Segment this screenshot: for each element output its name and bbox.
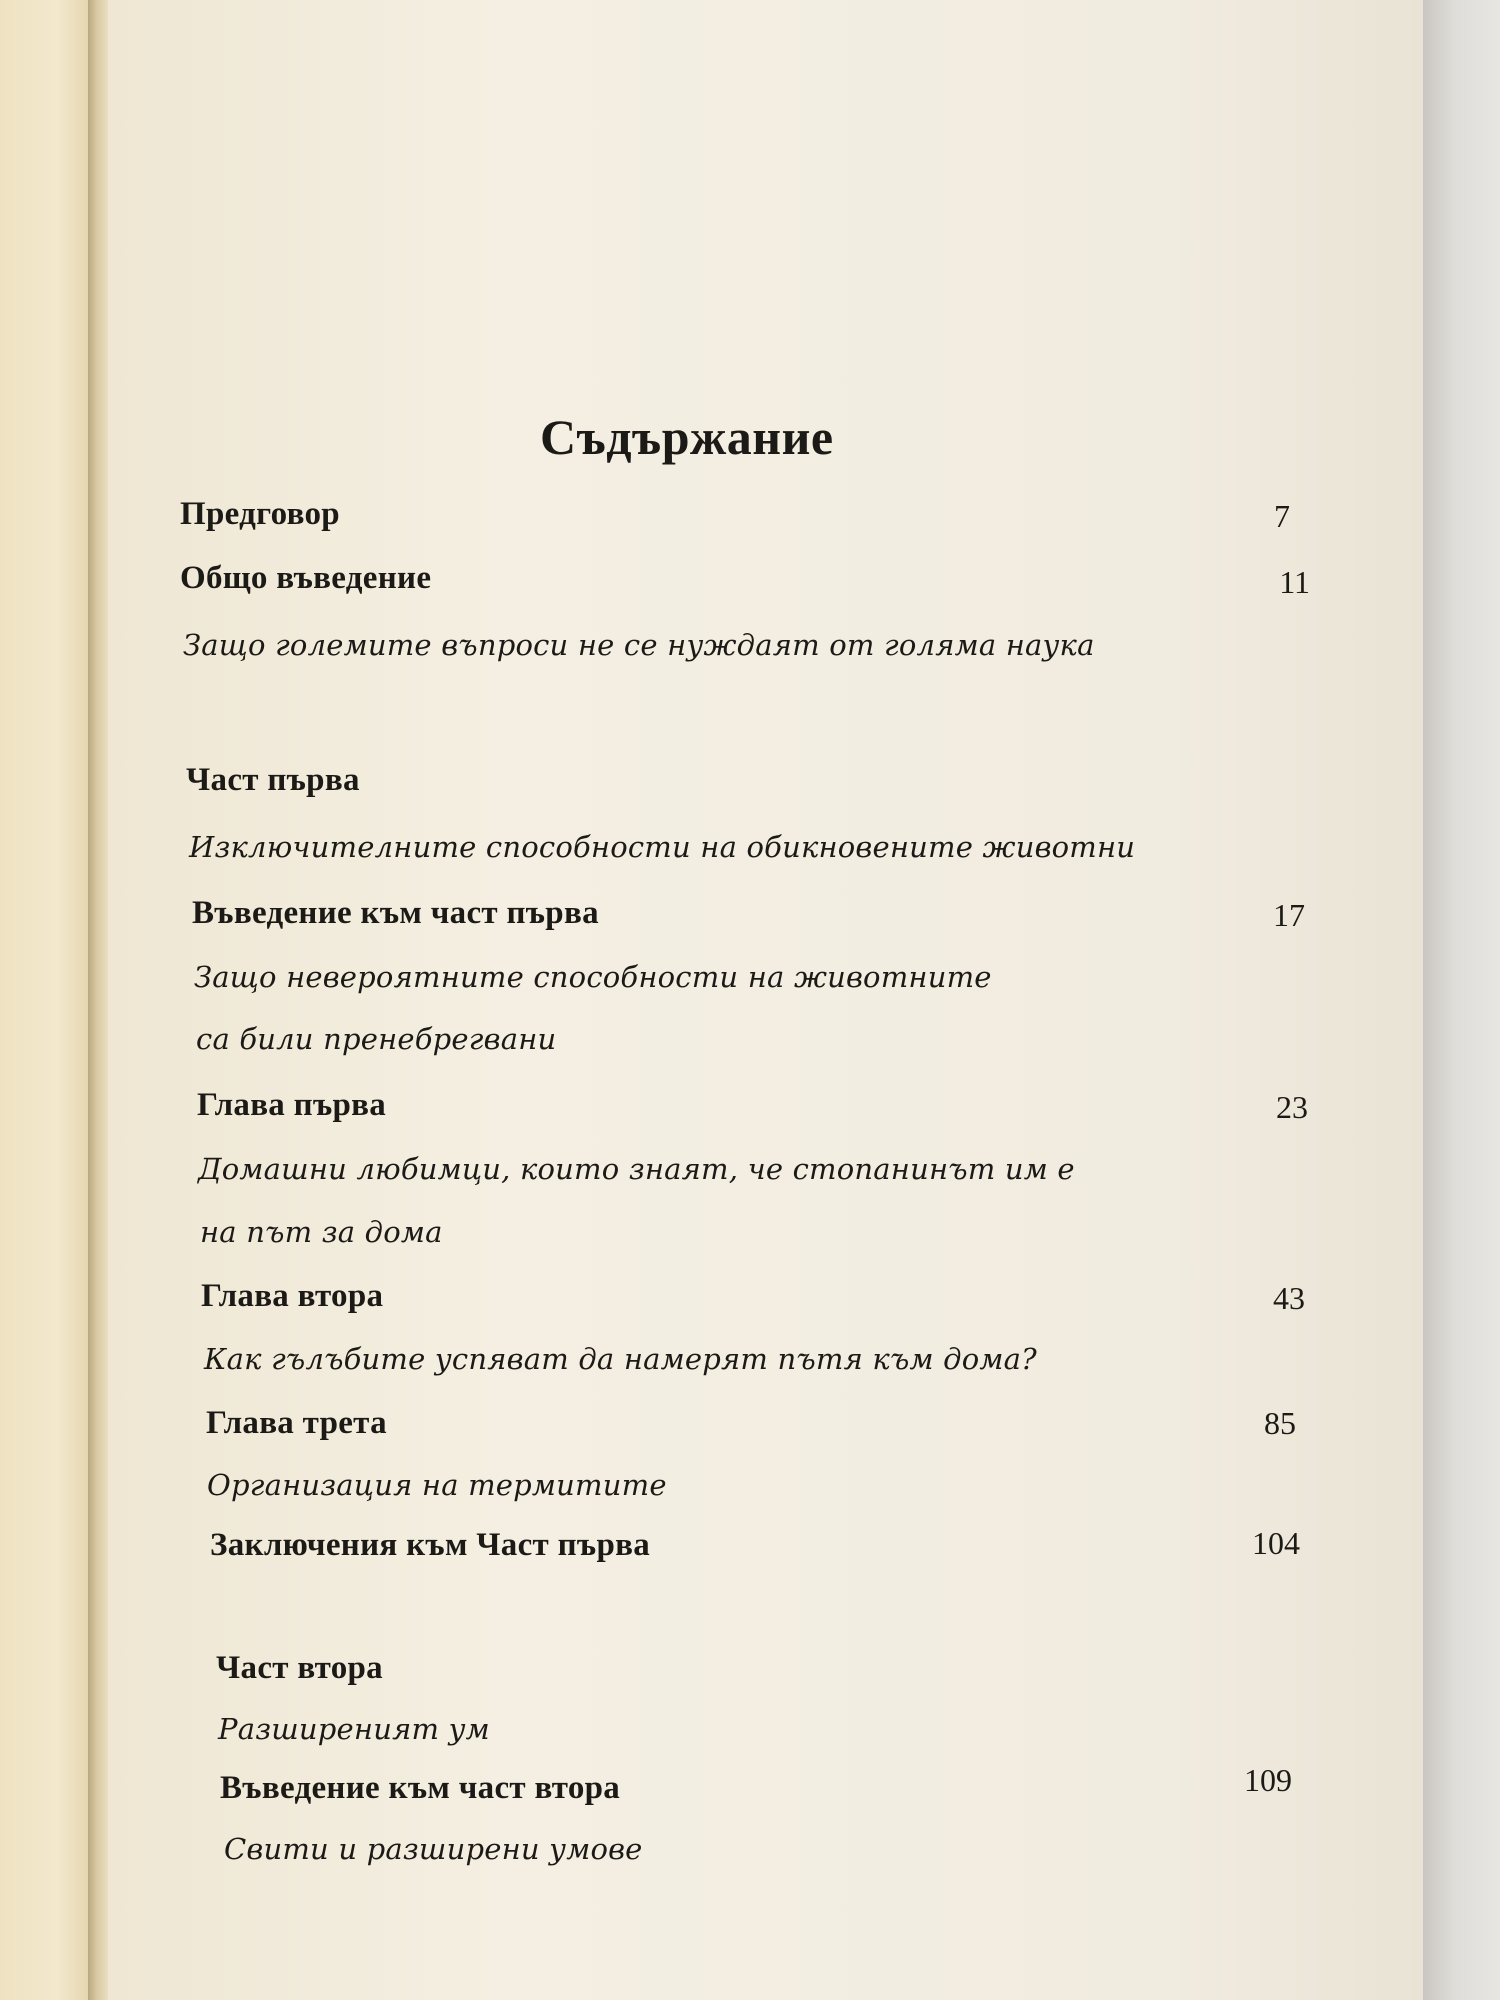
toc-subtitle-chapter-three: Организация на термитите: [207, 1468, 667, 1502]
toc-subtitle-intro-part-one-line1: Защо невероятните способности на животните: [194, 960, 992, 994]
toc-heading-chapter-one: Глава първа: [197, 1087, 387, 1123]
toc-subtitle-part-one: Изключителните способности на обикновените животни: [189, 830, 1136, 864]
background-surface: [1423, 0, 1500, 2000]
toc-subtitle-intro-part-one-line2: са били пренебрегвани: [196, 1022, 557, 1056]
previous-page-edge: [0, 0, 95, 2000]
toc-heading-part-two: Част втора: [216, 1650, 383, 1686]
toc-page-foreword: 7: [1274, 498, 1290, 534]
toc-page-intro-part-one: 17: [1273, 897, 1305, 933]
toc-page-chapter-two: 43: [1273, 1280, 1305, 1316]
page-title: Съдържание: [540, 409, 834, 465]
toc-heading-conclusions-part-one: Заключения към Част първа: [210, 1527, 651, 1563]
toc-heading-intro-part-one: Въведение към част първа: [192, 895, 599, 931]
toc-heading-chapter-two: Глава втора: [201, 1278, 384, 1314]
toc-page-general-intro: 11: [1279, 564, 1310, 600]
toc-subtitle-intro-part-two: Свити и разширени умове: [224, 1832, 643, 1866]
toc-heading-chapter-three: Глава трета: [206, 1405, 387, 1441]
toc-page-chapter-one: 23: [1276, 1089, 1308, 1125]
toc-heading-general-intro: Общо въведение: [180, 560, 432, 596]
toc-subtitle-chapter-two: Как гълъбите успяват да намерят пътя към дома?: [204, 1342, 1037, 1376]
toc-heading-foreword: Предговор: [180, 496, 340, 532]
toc-subtitle-chapter-one-line1: Домашни любимци, които знаят, че стопанинът им е: [198, 1152, 1075, 1186]
toc-page-chapter-three: 85: [1264, 1405, 1296, 1441]
book-page: [108, 0, 1423, 2000]
toc-subtitle-part-two: Разширеният ум: [218, 1712, 490, 1746]
toc-heading-part-one: Част първа: [186, 762, 360, 798]
book-gutter: [88, 0, 110, 2000]
toc-page-conclusions-part-one: 104: [1252, 1525, 1300, 1561]
toc-page-intro-part-two: 109: [1244, 1762, 1292, 1798]
toc-subtitle-chapter-one-line2: на път за дома: [200, 1215, 443, 1249]
toc-heading-intro-part-two: Въведение към част втора: [220, 1770, 621, 1806]
toc-subtitle-general-intro: Защо големите въпроси не се нуждаят от голяма наука: [183, 628, 1095, 662]
